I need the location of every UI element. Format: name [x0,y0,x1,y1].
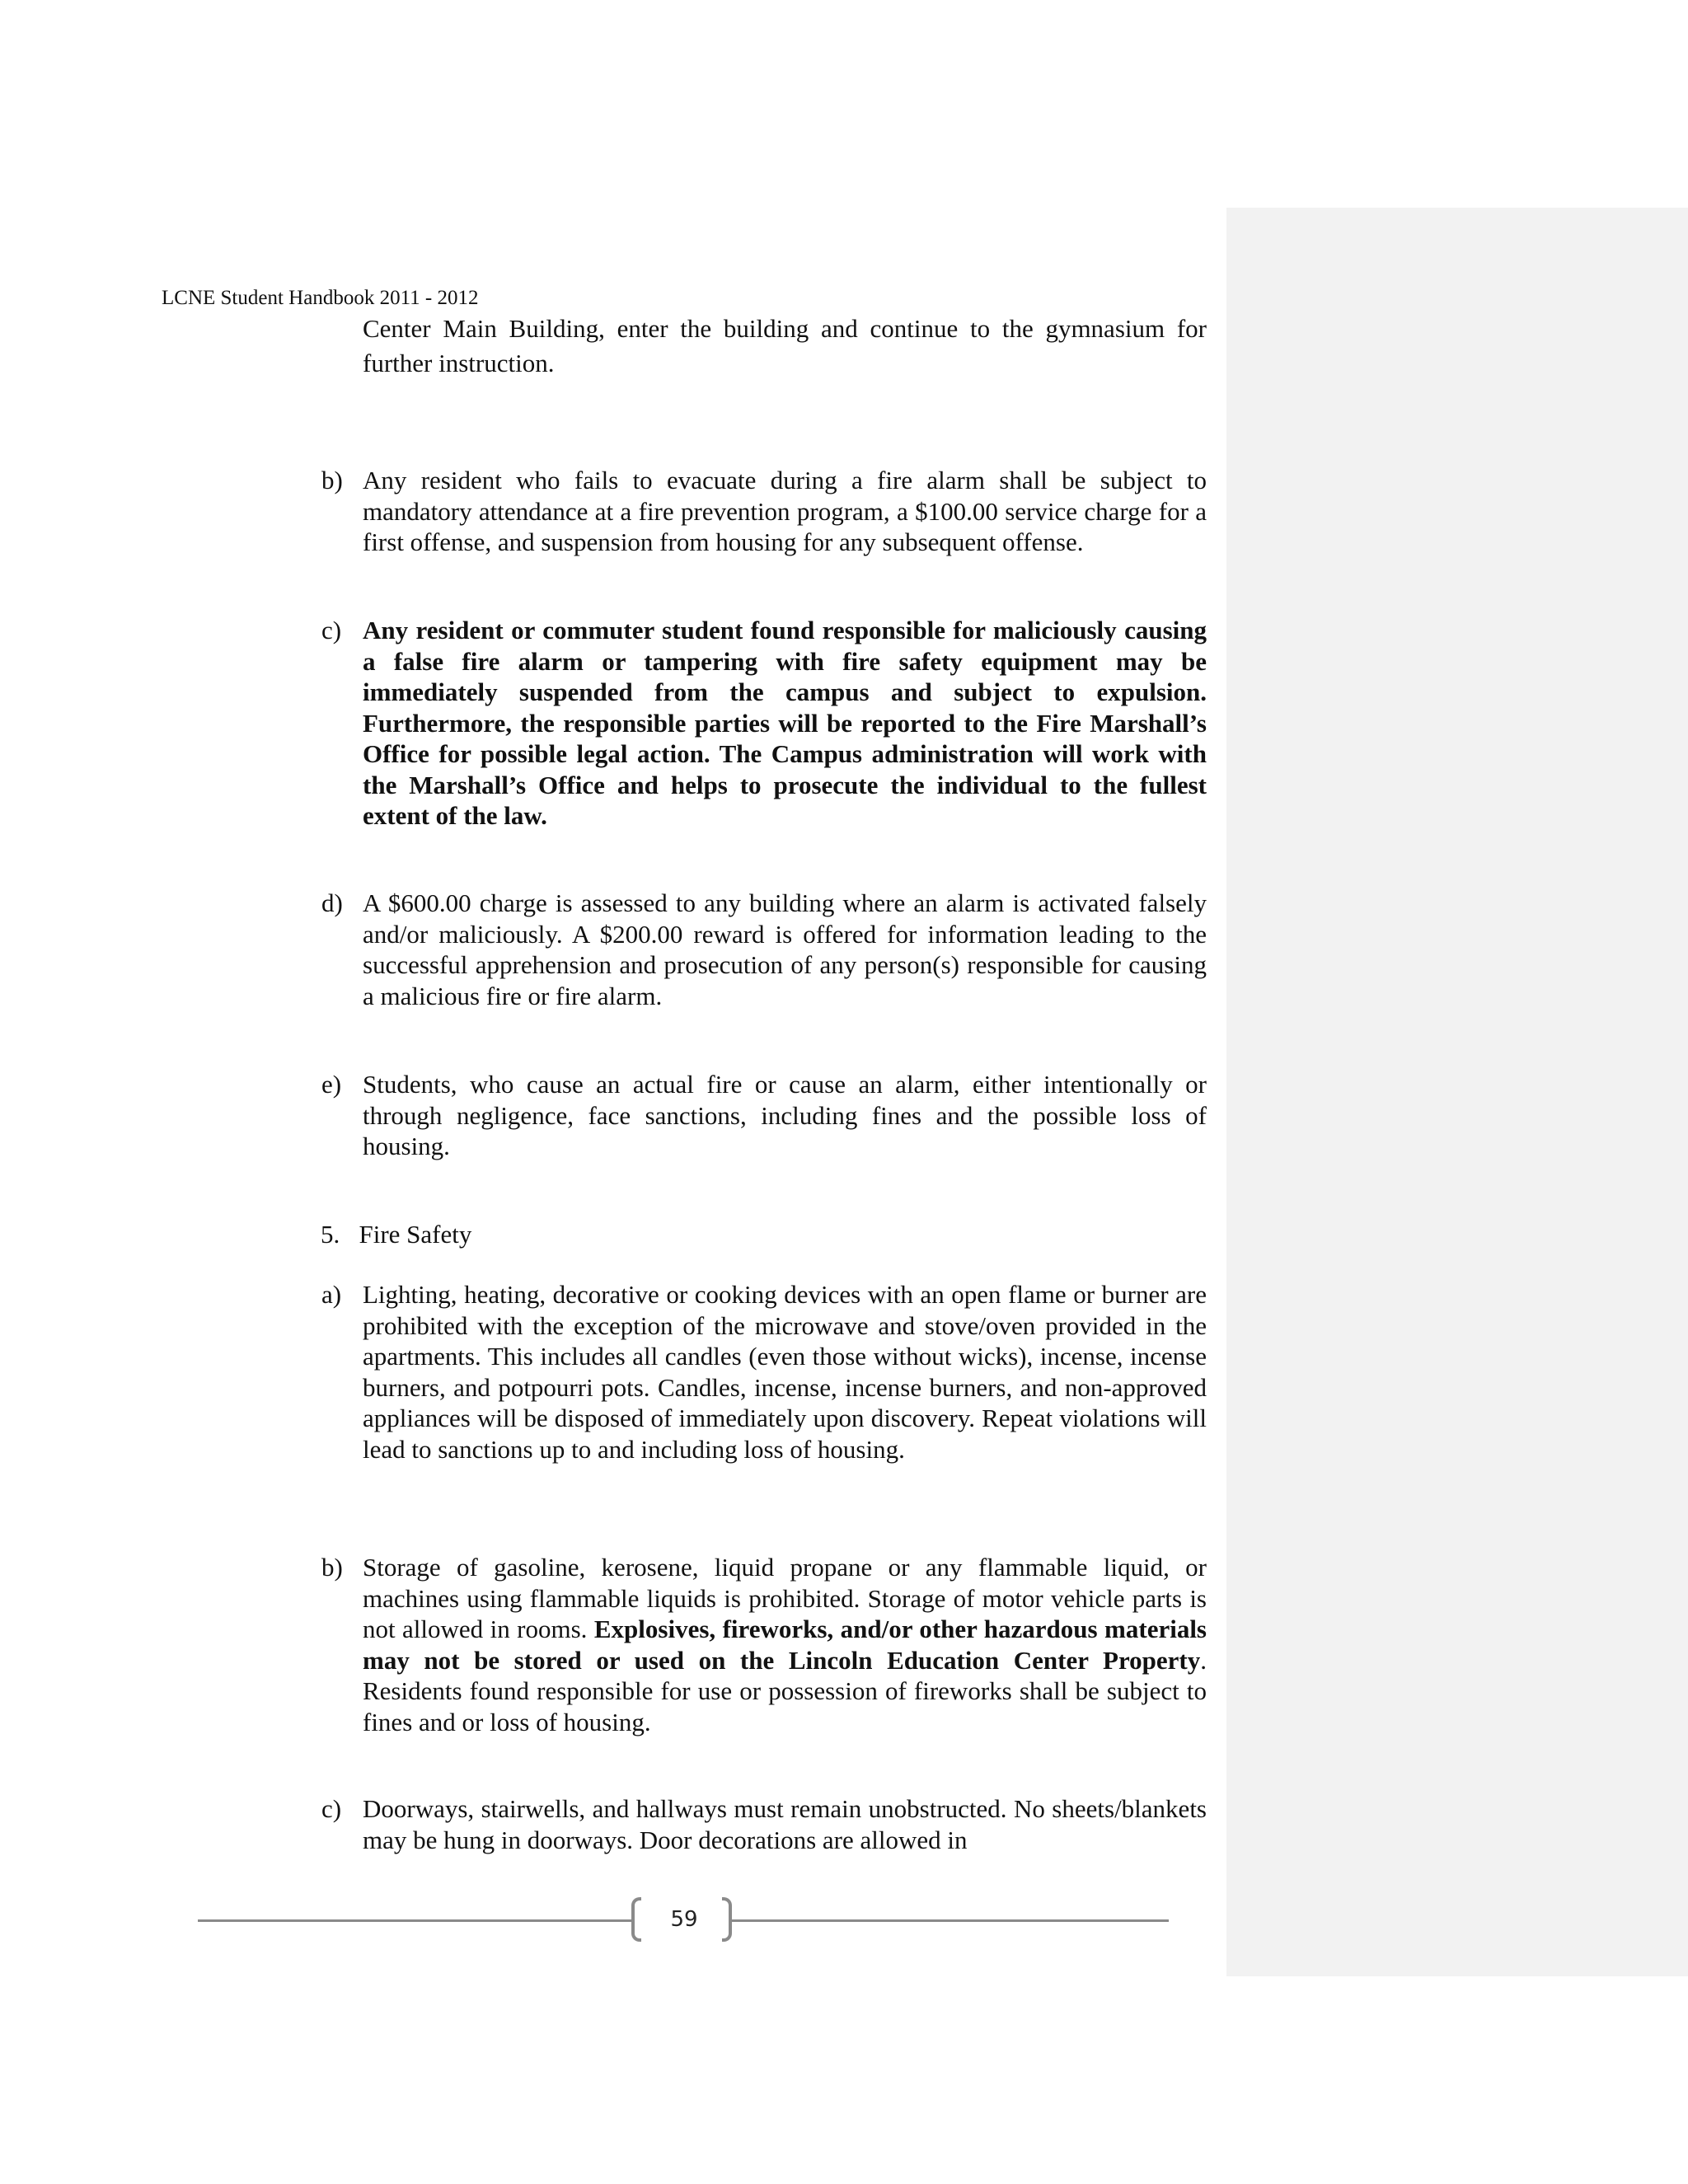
continuation-paragraph: Center Main Building, enter the building and continue to the gymnasium for further instruction. [363,314,1207,377]
list-marker-c: c) [321,616,342,644]
storage-text-part1: Storage of gasoline, kerosene, liquid propane or any flammable liquid, or machines using flammable liquids is prohibited. Storage of motor vehicle parts is not allowed in rooms. [363,1553,1207,1643]
page-number: 59 [670,1907,698,1932]
footer-rule-left [198,1919,631,1922]
list-marker-5b: b) [321,1553,343,1582]
footer-rule-right [732,1919,1169,1922]
list-item-5c-doorways: Doorways, stairwells, and hallways must remain unobstructed. No sheets/blankets may be hung in doorways. Door decorations are allowed in [363,1794,1207,1854]
section-number: 5. [321,1220,340,1249]
list-marker-5c: c) [321,1794,342,1823]
running-header: LCNE Student Handbook 2011 - 2012 [162,287,479,309]
section-title: Fire Safety [359,1220,472,1249]
comment-margin-pane [1226,208,1688,1976]
list-item-5a-open-flame: Lighting, heating, decorative or cooking devices with an open flame or burner are prohibited with the exception of the microwave and stove/oven provided in the apartments. This includes all candles (even those without wicks), incense, incense burners, and potpourri pots. Candles, incense, incense burners, and non-approved appliances will be disposed of immediately upon discovery. Repeat violations will lead to sanctions up to and including loss of housing. [363,1280,1207,1464]
footer-brace-right [722,1897,732,1942]
list-marker-d: d) [321,888,343,917]
storage-text-part2: . Residents found responsible for use or possession of fireworks shall be subject to fines and or loss of housing. [363,1645,1207,1736]
list-item-5b-storage [363,1552,1207,1737]
storage-text-bold: Explosives, fireworks, and/or other hazardous materials may not be stored or used on the Lincoln Education Center Property [363,1615,1207,1675]
footer-brace-left [631,1897,641,1942]
list-item-b-evacuation: Any resident who fails to evacuate during a fire alarm shall be subject to mandatory attendance at a fire prevention program, a $100.00 service charge for a first offense, and suspension from housing for any subsequent offense. [363,466,1207,556]
list-item-c-false-alarm: Any resident or commuter student found responsible for maliciously causing a false fire alarm or tampering with fire safety equipment may be immediately suspended from the campus and subject to expulsion. Furthermore, the responsible parties will be reported to the Fire Marshall’s Office for possible legal action. The Campus administration will work with the Marshall’s Office and helps to prosecute the individual to the fullest extent of the law. [363,616,1207,830]
list-marker-e: e) [321,1070,342,1099]
list-item-e-sanctions: Students, who cause an actual fire or cause an alarm, either intentionally or through negligence, face sanctions, including fines and the possible loss of housing. [363,1070,1207,1160]
list-marker-b: b) [321,466,343,494]
list-item-d-charge: A $600.00 charge is assessed to any building where an alarm is activated falsely and/or maliciously. A $200.00 reward is offered for information leading to the successful apprehension and prosecution of any person(s) responsible for causing a malicious fire or fire alarm. [363,888,1207,1010]
list-marker-5a: a) [321,1280,342,1309]
section-heading-fire-safety [321,1219,471,1250]
